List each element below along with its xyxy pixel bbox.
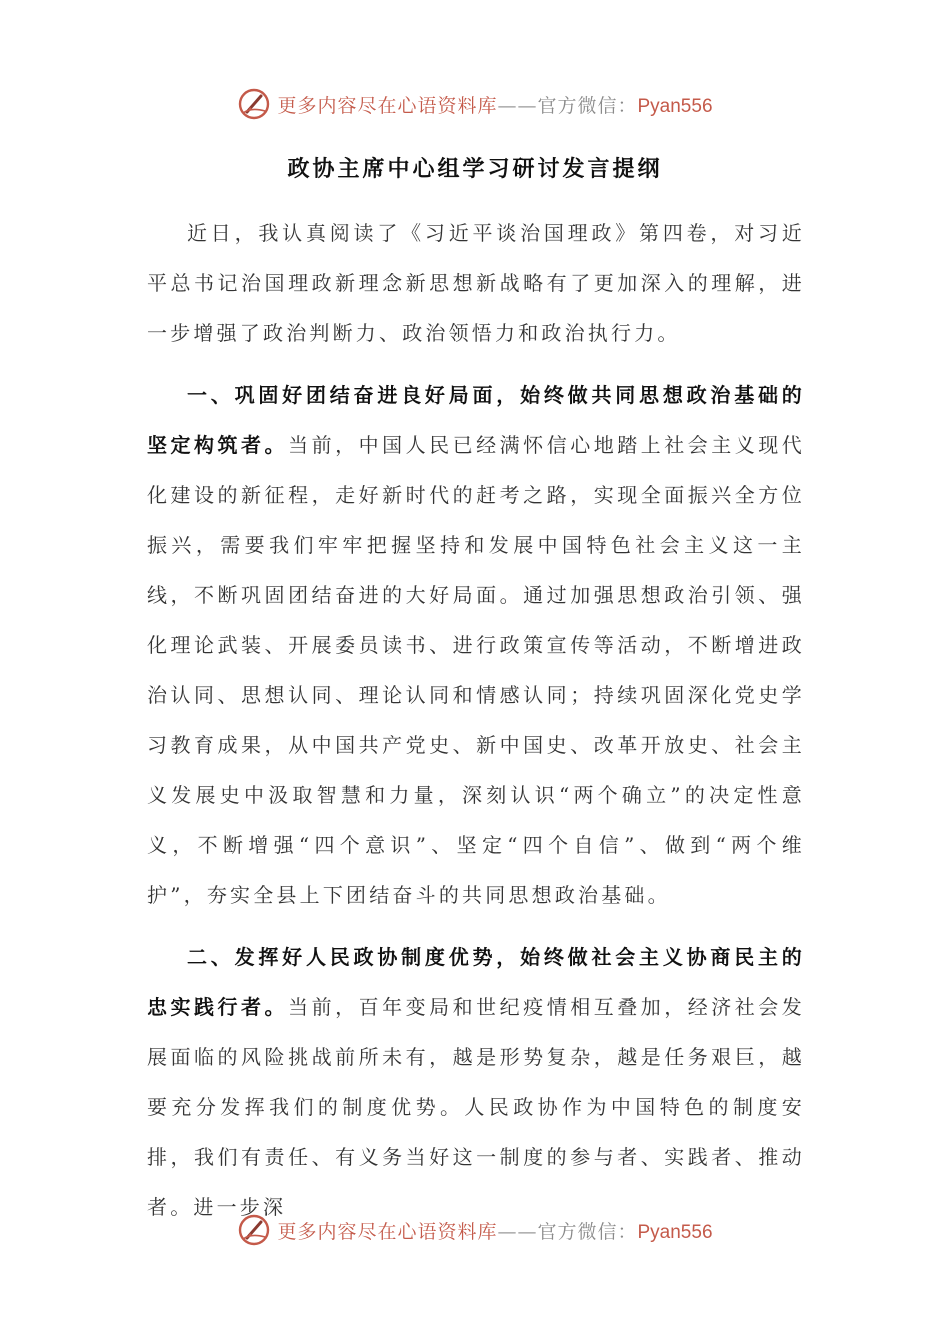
section-heading-1: 一、巩固好团结奋进良好局面，始终做共同思想政治基础的坚定构筑者。 bbox=[147, 383, 805, 457]
banner-wechat-label: 官方微信： bbox=[537, 1220, 638, 1243]
section-paragraph-1 bbox=[147, 370, 805, 920]
footer-banner bbox=[0, 1210, 950, 1250]
document-title: 政协主席中心组学习研讨发言提纲 bbox=[287, 156, 663, 182]
intro-paragraph: 近日，我认真阅读了《习近平谈治国理政》第四卷，对习近平总书记治国理政新理念新思想新战略有了更加深入的理解，进一步增强了政治判断力、政治领悟力和政治执行力。 bbox=[147, 221, 805, 345]
banner-brand: 更多内容尽在心语资料库 bbox=[277, 94, 498, 117]
banner-wechat-label: 官方微信： bbox=[537, 94, 638, 117]
banner-wechat-id: Pyan556 bbox=[637, 95, 713, 117]
section-paragraph-2 bbox=[147, 932, 805, 1232]
banner-text bbox=[277, 91, 712, 118]
header-banner bbox=[0, 84, 950, 124]
banner-brand: 更多内容尽在心语资料库 bbox=[277, 1220, 498, 1243]
pen-circle-logo-icon bbox=[237, 1213, 271, 1247]
banner-separator: —— bbox=[497, 1220, 538, 1243]
document-body bbox=[147, 208, 805, 1232]
banner-separator: —— bbox=[497, 94, 538, 117]
banner-wechat-id: Pyan556 bbox=[637, 1221, 713, 1243]
pen-circle-logo-icon bbox=[237, 87, 271, 121]
banner-text bbox=[277, 1217, 712, 1244]
section-body-2: 当前，百年变局和世纪疫情相互叠加，经济社会发展面临的风险挑战前所未有，越是形势复杂，越是任务艰巨，越要充分发挥我们的制度优势。人民政协作为中国特色的制度安排，我们有责任、有义务当好这一制度的参与者、实践者、推动者。进一步深 bbox=[147, 995, 806, 1219]
section-body-1: 当前，中国人民已经满怀信心地踏上社会主义现代化建设的新征程，走好新时代的赶考之路，实现全面振兴全方位振兴，需要我们牢牢把握坚持和发展中国特色社会主义这一主线，不断巩固团结奋进的大好局面。通过加强思想政治引领、强化理论武装、开展委员读书、进行政策宣传等活动，不断增进政治认同、思想认同、理论认同和情感认同；持续巩固深化党史学习教育成果，从中国共产党史、新中国史、改革开放史、社会主义发展史中汲取智慧和力量，深刻认识“两个确立”的决定性意义，不断增强“四个意识”、坚定“四个自信”、做到“两个维护”，夯实全县上下团结奋斗的共同思想政治基础。 bbox=[147, 433, 806, 907]
section-heading-2: 二、发挥好人民政协制度优势，始终做社会主义协商民主的忠实践行者。 bbox=[147, 945, 805, 1019]
